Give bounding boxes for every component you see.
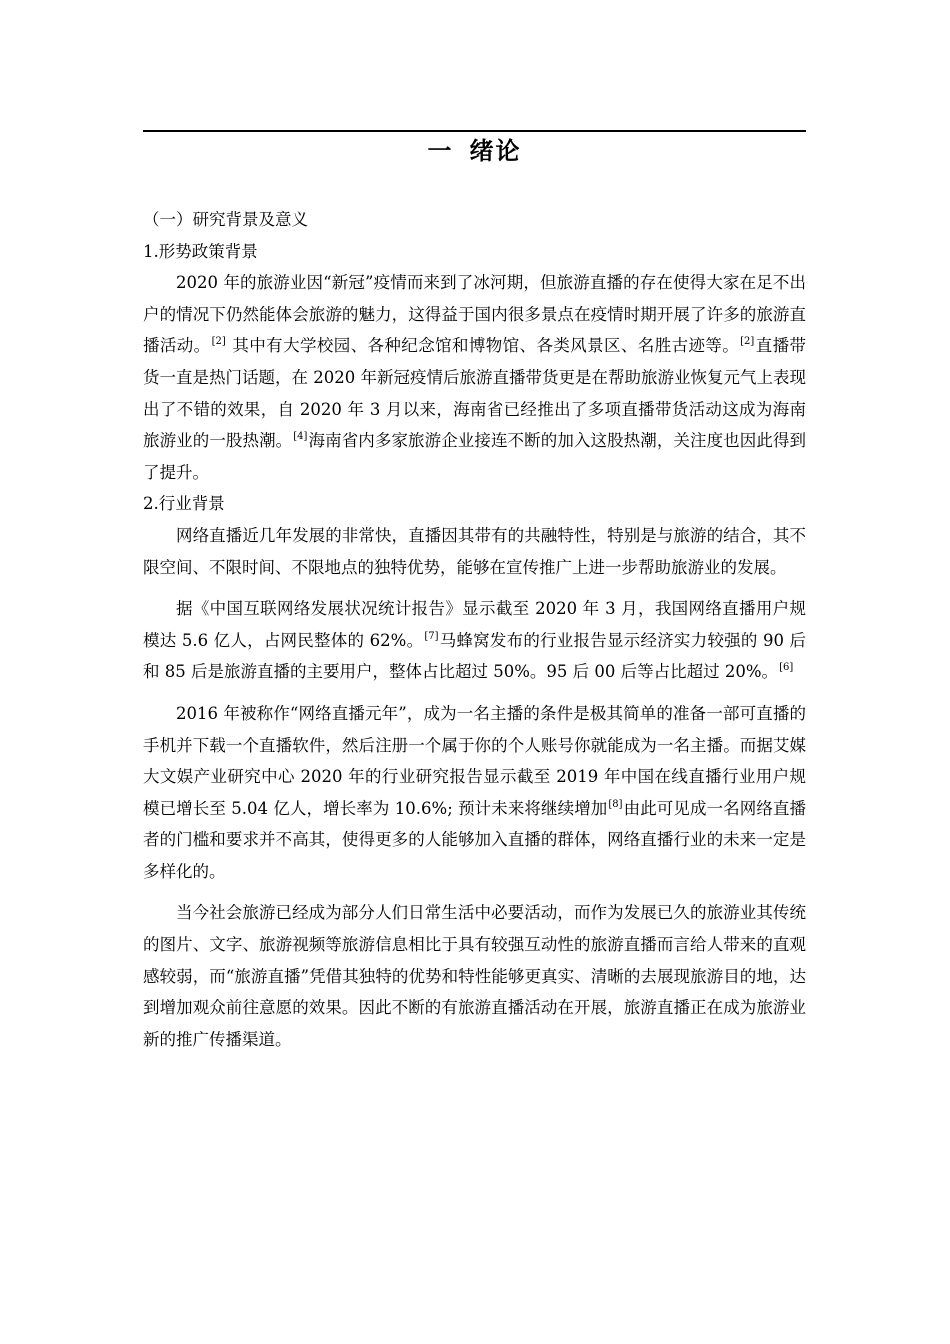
citation-ref: [7] (424, 630, 439, 642)
paragraph-industry-3: 2016 年被称作“网络直播元年”，成为一名主播的条件是极其简单的准备一部可直播的手机并下载一个直播软件，然后注册一个属于你的个人账号你就能成为一名主播。而据艾媒大文娱产业研究中心 2020 年的行业研究报告显示截至 2019 年中国在线直播行业用户规模已增长至 5.04 亿人，增长率为 10.6%; 预计未来将继续增加[8]由此可见成一名网络直播者的门槛和要求并不高其，使得更多的人能够加入直播的群体，网络直播行业的未来一定是多样化的。 (143, 703, 807, 881)
section-heading: （一）研究背景及意义 (143, 210, 308, 229)
citation-ref: [2] (211, 336, 226, 348)
citation-ref: [2] (740, 336, 755, 348)
citation-ref: [8] (608, 798, 623, 810)
paragraph-policy-background: 2020 年的旅游业因“新冠”疫情而来到了冰河期，但旅游直播的存在使得大家在足不出户的情况下仍然能体会旅游的魅力，这得益于国内很多景点在疫情时期开展了许多的旅游直播活动。[2] 其中有大学校园、各种纪念馆和博物馆、各类风景区、名胜古迹等。[2]直播带货一直是热门话题，在 2020 年新冠疫情后旅游直播带货更是在帮助旅游业恢复元气上表现出了不错的效果，自 2020 年 3 月以来，海南省已经推出了多项直播带货活动这成为海南旅游业的一股热潮。[4]海南省内多家旅游企业接连不断的加入这股热潮，关注度也因此得到了提升。 (143, 273, 807, 482)
chapter-number: 一 (427, 137, 454, 165)
header-rule (143, 130, 806, 132)
paragraph-industry-1: 网络直播近几年发展的非常快，直播因其带有的共融特性，特别是与旅游的结合，其不限空间、不限时间、不限地点的独特优势，能够在宣传推广上进一步帮助旅游业的发展。 (143, 525, 806, 577)
chapter-title-text: 绪论 (469, 137, 522, 165)
paragraph-industry-2: 据《中国互联网络发展状况统计报告》显示截至 2020 年 3 月，我国网络直播用户规模达 5.6 亿人，占网民整体的 62%。[7]马蜂窝发布的行业报告显示经济实力较强的 90 后和 85 后是旅游直播的主要用户，整体占比超过 50%。95 后 00 后等占比超过 20%。[6] (143, 599, 806, 682)
chapter-title (143, 133, 806, 169)
document-body (143, 204, 806, 1055)
subsection-heading-industry: 2.行业背景 (143, 494, 225, 514)
subsection-heading-policy: 1.形势政策背景 (143, 241, 258, 261)
paragraph-industry-4: 当今社会旅游已经成为部分人们日常生活中必要活动，而作为发展已久的旅游业其传统的图片、文字、旅游视频等旅游信息相比于具有较强互动性的旅游直播而言给人带来的直观感较弱，而“旅游直播”凭借其独特的优势和特性能够更真实、清晰的去展现旅游目的地，达到增加观众前往意愿的效果。因此不断的有旅游直播活动在开展，旅游直播正在成为旅游业新的推广传播渠道。 (143, 903, 806, 1049)
citation-ref: [4] (293, 431, 308, 443)
citation-ref: [6] (779, 662, 794, 674)
